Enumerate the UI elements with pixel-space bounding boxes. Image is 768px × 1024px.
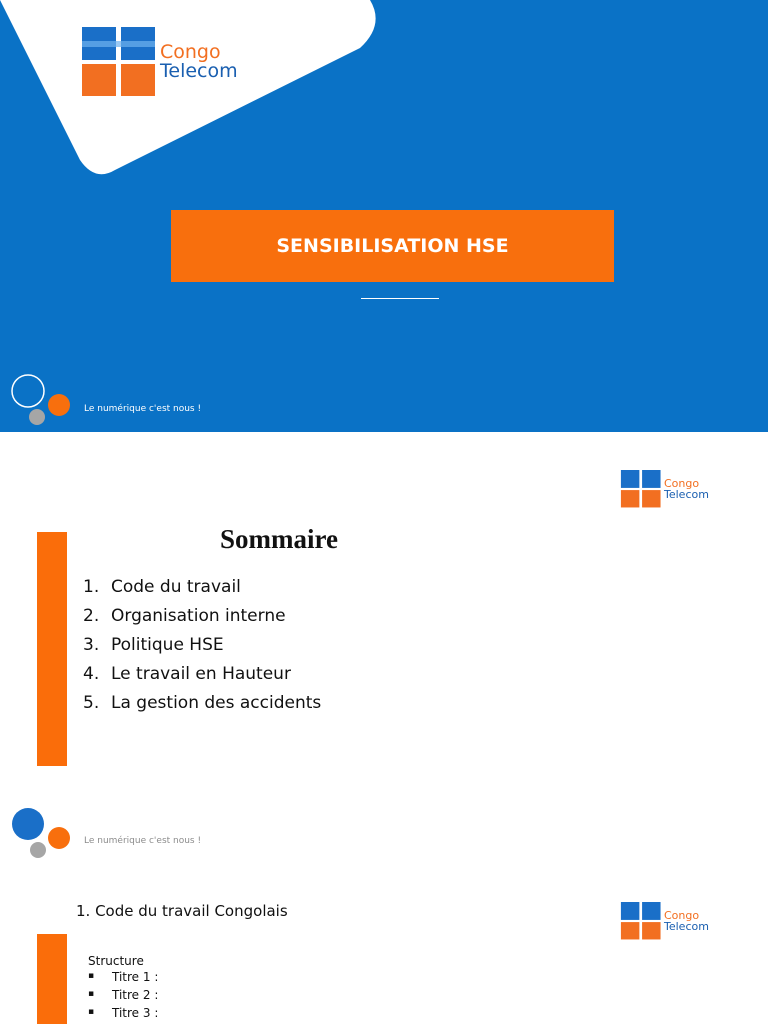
slide-title: Sommaire xyxy=(220,524,338,554)
slide-title-banner xyxy=(171,210,614,282)
logo-word-congo: Congo xyxy=(160,41,221,63)
logo-word-telecom: Telecom xyxy=(160,60,238,82)
circles-decoration xyxy=(8,804,88,864)
title-slide xyxy=(0,0,768,432)
circles-decoration xyxy=(8,372,88,432)
summary-list xyxy=(83,577,321,722)
logo-window-icon xyxy=(620,470,662,508)
congo-telecom-logo xyxy=(620,902,709,940)
summary-slide xyxy=(0,440,768,865)
square-bullet-icon: ▪ xyxy=(88,989,95,999)
list-item: ▪ Titre 2 : xyxy=(88,988,158,1006)
structure-label: Structure xyxy=(88,954,144,968)
orange-side-bar xyxy=(37,532,67,766)
congo-telecom-logo xyxy=(620,470,709,508)
title-underline xyxy=(361,298,439,299)
list-item: 4. Le travail en Hauteur xyxy=(83,664,291,684)
code-du-travail-slide xyxy=(0,870,768,1024)
square-bullet-icon: ▪ xyxy=(88,1007,95,1017)
slide-title: SENSIBILISATION HSE xyxy=(276,235,509,257)
logo-word-congo: Congo xyxy=(664,477,700,490)
slide-title: 1. Code du travail Congolais xyxy=(76,902,288,920)
logo-word-telecom: Telecom xyxy=(664,920,709,933)
list-item: 3. Politique HSE xyxy=(83,635,224,655)
logo-window-icon xyxy=(82,27,156,97)
list-item: 2. Organisation interne xyxy=(83,606,286,626)
list-item: ▪ Titre 1 : xyxy=(88,970,158,988)
logo-word-congo: Congo xyxy=(664,909,700,922)
list-item: 1. Code du travail xyxy=(83,577,241,597)
list-item: ▪ Titre 3 : xyxy=(88,1006,158,1024)
square-bullet-icon: ▪ xyxy=(88,971,95,981)
structure-list xyxy=(88,970,158,1024)
tagline: Le numérique c'est nous ! xyxy=(84,836,202,846)
logo-word-telecom: Telecom xyxy=(664,488,709,501)
orange-side-bar xyxy=(37,934,67,1024)
logo-window-icon xyxy=(620,902,662,940)
tagline: Le numérique c'est nous ! xyxy=(84,404,202,414)
list-item: 5. La gestion des accidents xyxy=(83,693,322,713)
congo-telecom-logo xyxy=(82,27,238,97)
